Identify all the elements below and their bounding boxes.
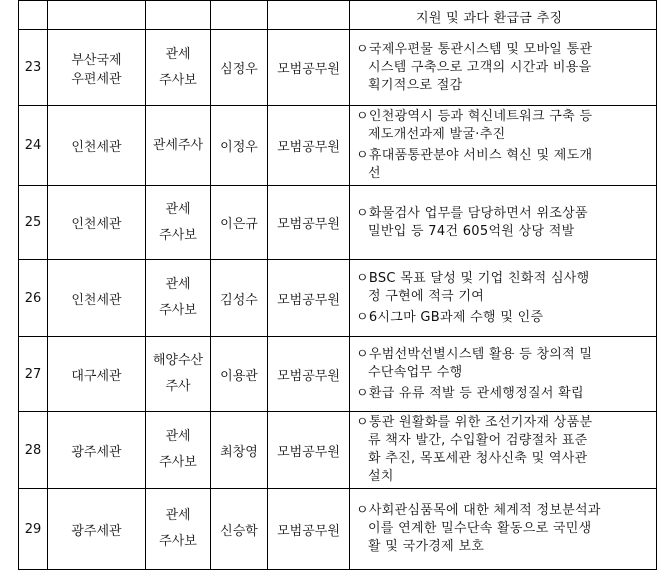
achievement-line: [356, 147, 653, 165]
cell-office: [48, 30, 146, 106]
table-row: [19, 412, 657, 489]
cell-rank: [146, 489, 211, 570]
bullet-mark: ㅇ: [356, 270, 369, 286]
cell-name: 이은규: [211, 186, 268, 260]
table-row: [19, 106, 657, 186]
cell-type: 모범공무원: [268, 186, 350, 260]
rank-line: 관세: [165, 46, 191, 62]
achievement-line: 시스템 구축으로 고객의 시간과 비용을: [368, 59, 592, 75]
achievement-item: [356, 108, 653, 144]
achievement-line: [356, 205, 653, 223]
cell-name: 신승학: [211, 489, 268, 570]
achievement-line: 획기적으로 절감: [368, 77, 463, 93]
rank-line: 주사: [165, 379, 191, 394]
office-name-line: 인천세관: [71, 217, 122, 232]
cell-no: 26: [19, 260, 48, 337]
cell-office: [48, 489, 146, 570]
achievement-item: [356, 346, 653, 382]
cell-rank: [146, 1, 211, 30]
rank-line: 주사보: [159, 227, 197, 243]
achievement-line: 수단속업무 수행: [368, 364, 463, 380]
achievement-item: [356, 309, 653, 327]
achievement-text: 통관 원활화를 위한 조선기자재 상품분: [368, 415, 593, 430]
achievement-line: [356, 385, 653, 403]
achievement-item: [356, 385, 653, 403]
achievement-line: 화 추진, 목포세관 청사신축 및 역사관: [368, 451, 588, 466]
cell-achievement: [350, 260, 657, 337]
cell-rank: [146, 337, 211, 412]
table-row: [19, 489, 657, 570]
office-name-line: 우편세관: [71, 71, 122, 87]
cell-no: 23: [19, 30, 48, 106]
achievement-item: [356, 414, 653, 486]
bullet-mark: ㅇ: [356, 415, 369, 430]
cell-rank: [146, 30, 211, 106]
table-row-partial: [19, 1, 657, 30]
achievement-text: 화물검사 업무를 담당하면서 위조상품: [368, 205, 588, 221]
cell-office: [48, 186, 146, 260]
achievement-line: [356, 41, 653, 59]
cell-type: 모범공무원: [268, 489, 350, 570]
achievement-text: 휴대품통관분야 서비스 혁신 및 제도개: [368, 148, 593, 163]
bullet-mark: ㅇ: [356, 346, 369, 362]
achievement-line: 활 및 국가경제 보호: [368, 539, 485, 554]
cell-achievement: [350, 337, 657, 412]
achievement-item: [356, 502, 653, 556]
cell-rank: [146, 186, 211, 260]
achievement-text: 지원 및 과다 환급금 추징: [416, 11, 563, 26]
cell-type: 모범공무원: [268, 260, 350, 337]
achievement-line: 류 책자 발간, 수입활어 검량절차 표준: [368, 433, 588, 448]
rank-line: 관세: [165, 277, 191, 292]
cell-type: 모범공무원: [268, 412, 350, 489]
achievement-line: 설치: [368, 469, 394, 484]
cell-rank: [146, 106, 211, 186]
cell-achievement: [350, 186, 657, 260]
achievement-line: [356, 270, 653, 288]
achievement-line: 제도개선과제 발굴·추진: [368, 127, 506, 142]
achievement-text: 사회관심품목에 대한 체계적 정보분석과: [368, 503, 601, 518]
bullet-mark: ㅇ: [356, 41, 369, 57]
cell-achievement: [350, 489, 657, 570]
cell-name: 이정우: [211, 106, 268, 186]
cell-type: 모범공무원: [268, 337, 350, 412]
achievement-line: [356, 108, 653, 126]
cell-office: [48, 412, 146, 489]
cell-name: 최창영: [211, 412, 268, 489]
cell-achievement: [350, 30, 657, 106]
achievement-text: 우범선박선별시스템 활용 등 창의적 밀: [368, 346, 593, 362]
bullet-mark: ㅇ: [356, 205, 369, 221]
achievement-item: [356, 205, 653, 241]
achievement-text: 국제우편물 통관시스템 및 모바일 통관: [368, 41, 593, 57]
cell-name: 이용관: [211, 337, 268, 412]
rank-line: 주사보: [159, 534, 197, 549]
bullet-mark: ㅇ: [356, 385, 369, 401]
bullet-mark: ㅇ: [356, 503, 369, 518]
cell-type: [268, 1, 350, 30]
awards-table: [18, 0, 657, 570]
rank-line: 주사보: [159, 303, 197, 318]
rank-line: 관세: [165, 201, 191, 217]
cell-office: [48, 1, 146, 30]
rank-line: 해양수산: [152, 353, 204, 368]
table-row: [19, 337, 657, 412]
cell-achievement: [350, 1, 657, 30]
table-row: [19, 186, 657, 260]
achievement-text: 환급 유류 적발 등 관세행정질서 확립: [368, 385, 584, 401]
rank-line: 관세주사: [152, 137, 204, 153]
office-name-line: 대구세관: [71, 368, 122, 384]
cell-office: [48, 260, 146, 337]
cell-no: 25: [19, 186, 48, 260]
cell-no: 28: [19, 412, 48, 489]
cell-no: [19, 1, 48, 30]
achievement-line: [356, 502, 653, 520]
cell-achievement: [350, 412, 657, 489]
cell-office: [48, 337, 146, 412]
rank-line: 관세: [165, 508, 191, 523]
achievement-line: [356, 346, 653, 364]
office-name-line: 광주세관: [71, 523, 122, 539]
cell-no: 24: [19, 106, 48, 186]
achievement-item: [356, 41, 653, 95]
achievement-item: [356, 147, 653, 183]
achievement-line: 밀반입 등 74건 605억원 상당 적발: [368, 223, 575, 239]
achievement-line: 이를 연계한 밀수단속 활동으로 국민생: [368, 521, 592, 536]
cell-no: 29: [19, 489, 48, 570]
rank-line: 주사보: [159, 455, 197, 470]
cell-no: 27: [19, 337, 48, 412]
achievement-item: [356, 270, 653, 306]
achievement-text: 인천광역시 등과 혁신네트워크 구축 등: [368, 109, 593, 124]
cell-name: 김성수: [211, 260, 268, 337]
achievement-text: BSC 목표 달성 및 기업 친화적 심사행: [368, 270, 590, 286]
cell-achievement: [350, 106, 657, 186]
office-name-line: 인천세관: [71, 292, 122, 308]
bullet-mark: ㅇ: [356, 109, 369, 124]
awards-table-body: [19, 1, 657, 570]
bullet-mark: ㅇ: [356, 309, 369, 325]
cell-type: 모범공무원: [268, 30, 350, 106]
achievement-line: [356, 414, 653, 432]
achievement-line: [356, 309, 653, 327]
cell-type: 모범공무원: [268, 106, 350, 186]
achievement-line: 선: [368, 166, 381, 181]
cell-name: 심정우: [211, 30, 268, 106]
achievement-line: 정 구현에 적극 기여: [368, 288, 485, 304]
rank-line: 관세: [165, 429, 191, 444]
achievement-text: 6시그마 GB과제 수행 및 인증: [368, 309, 544, 325]
office-name-line: 인천세관: [71, 140, 122, 155]
cell-office: [48, 106, 146, 186]
cell-rank: [146, 260, 211, 337]
office-name-line: 부산국제: [71, 52, 122, 68]
bullet-mark: ㅇ: [356, 148, 369, 163]
table-row: [19, 30, 657, 106]
rank-line: 주사보: [159, 72, 197, 88]
cell-name: [211, 1, 268, 30]
cell-rank: [146, 412, 211, 489]
table-row: [19, 260, 657, 337]
office-name-line: 광주세관: [71, 444, 122, 460]
